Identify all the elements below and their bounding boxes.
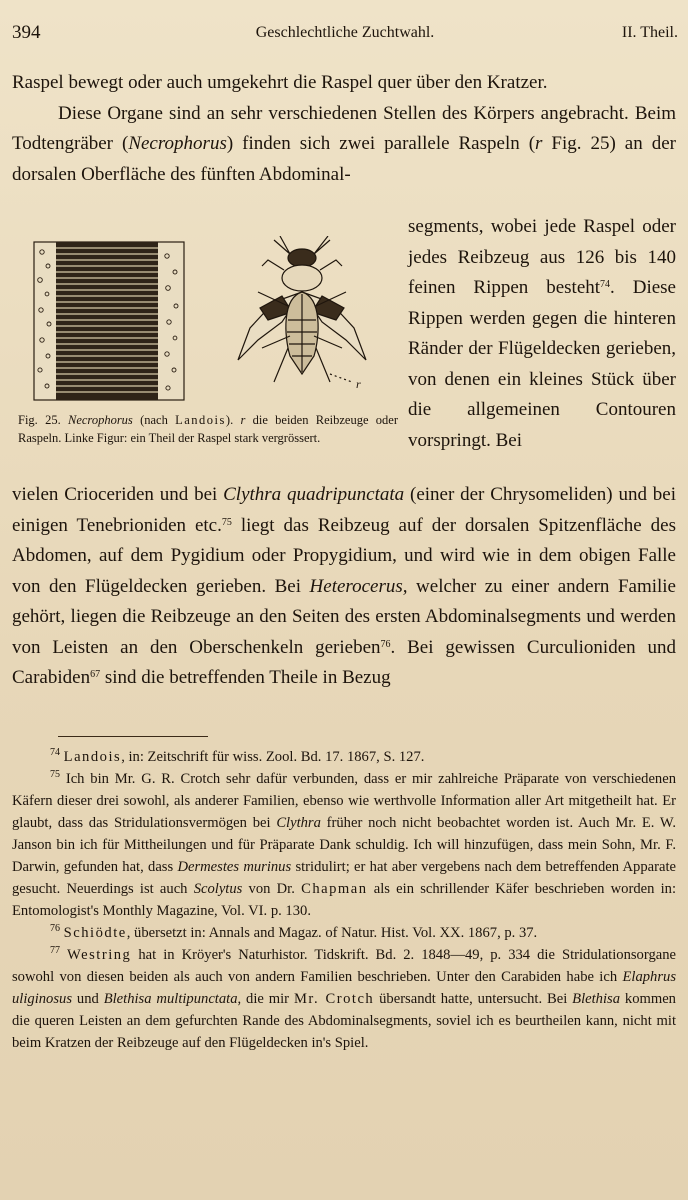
running-title: Geschlechtliche Zuchtwahl. xyxy=(255,24,435,41)
figure-caption: Fig. 25. Necrophorus (nach Landois). r die beiden Reibzeuge oder Raspeln. Linke Figur: ein Theil der Raspel stark vergrössert. xyxy=(18,413,398,445)
paragraph-2: Diese Organe sind an sehr verschiedenen Stellen des Körpers angebracht. Beim Todtengräber (Necrophorus) finden sich zwei parallele Raspeln (r Fig. 25) an der dorsalen Oberfläche des fünften Abdominal- xyxy=(12,102,676,185)
paragraph-1: Raspel bewegt oder auch umgekehrt die Raspel quer über den Kratzer. xyxy=(12,72,548,93)
rasp-label: r xyxy=(356,377,361,391)
rasp-enlarged-drawing xyxy=(34,242,184,400)
main-text-top xyxy=(12,68,676,190)
part-label: II. Theil. xyxy=(621,24,678,41)
running-header xyxy=(12,22,678,48)
paragraph-3: vielen Crioceriden und bei Clythra quadripunctata (einer der Chrysomeliden) und bei einigen Tenebrioniden etc.$^{75}$ liegt das Reibzeug auf der dorsalen Spitzenfläche des Abdomen, auf dem Pygidium oder Propygidium, und wird wie in dem obigen Falle von den Flügeldecken gerieben. Bei Heterocerus, welcher zu einer andern Familie gehört, liegen die Reibzeuge an den Seiten des ersten Abdominalsegments und werden von Leisten an den Oberschenkeln gerieben$^{76}$. Bei gewissen Curculioniden und Carabiden$^{67}$ sind die betreffenden Theile in Bezug xyxy=(12,484,676,688)
footnotes xyxy=(12,746,676,1054)
footnote-74: $^{74}$ Landois, in: Zeitschrift für wiss. Zool. Bd. 17. 1867, S. 127. xyxy=(50,747,425,765)
page-number: 394 xyxy=(12,22,41,43)
footnote-75: $^{75}$ Ich bin Mr. G. R. Crotch sehr dafür verbunden, dass er mir zahlreiche Präparate von verschiedenen Käfern dieser drei sowohl, als anderer Familien, ebenso wie werthvolle Information aller Art mitgetheilt hat. Er glaubt, dass das Stridulationsvermögen bei Clythra früher noch nicht beobachtet worden ist. Auch Mr. E. W. Janson bin ich für Mittheilungen und für Präparate Dank schuldig. Ich will hinzufügen, dass mein Sohn, Mr. F. Darwin, gefunden hat, dass Dermestes murinus stridulirt; er hat aber vergebens nach dem betreffenden Apparate gesucht. Neuerdings ist auch Scolytus von Dr. Chapman als ein schrillender Käfer beschrieben worden in: Entomologist's Monthly Magazine, Vol. VI. p. 130. xyxy=(12,769,677,919)
beetle-drawing xyxy=(238,236,366,382)
footnote-76: $^{76}$ Schiödte, übersetzt in: Annals and Magaz. of Natur. Hist. Vol. XX. 1867, p. 37. xyxy=(50,923,538,941)
figure-illustration xyxy=(12,236,398,408)
figure-25 xyxy=(12,236,398,466)
wrap-text-column: segments, wobei jede Raspel oder jedes Reibzeug aus 126 bis 140 feinen Rippen besteht$^{74}$. Diese Rippen werden gegen die hinteren Ränder der Flügeldecken gerieben, von denen ein kleines Stück über die allgemeinen Contouren vorspringt. Bei xyxy=(408,216,676,451)
footnote-77: $^{77}$ Westring hat in Kröyer's Naturhistor. Tidskrift. Bd. 2. 1848—49, p. 334 die Stridulationsorgane sowohl von diesen beiden als auch von andern Familien beschrieben. Unter den Carabiden habe ich Elaphrus uliginosus und Blethisa multipunctata, die mir Mr. Crotch übersandt hatte, untersucht. Bei Blethisa kommen die queren Leisten an dem gefurchten Rande des Abdominalsegments, soviel ich es beurtheilen kann, nicht mit beim Kratzen der Reibzeuge auf den Flügeldecken in's Spiel. xyxy=(12,945,676,1051)
footnote-divider xyxy=(58,736,208,737)
